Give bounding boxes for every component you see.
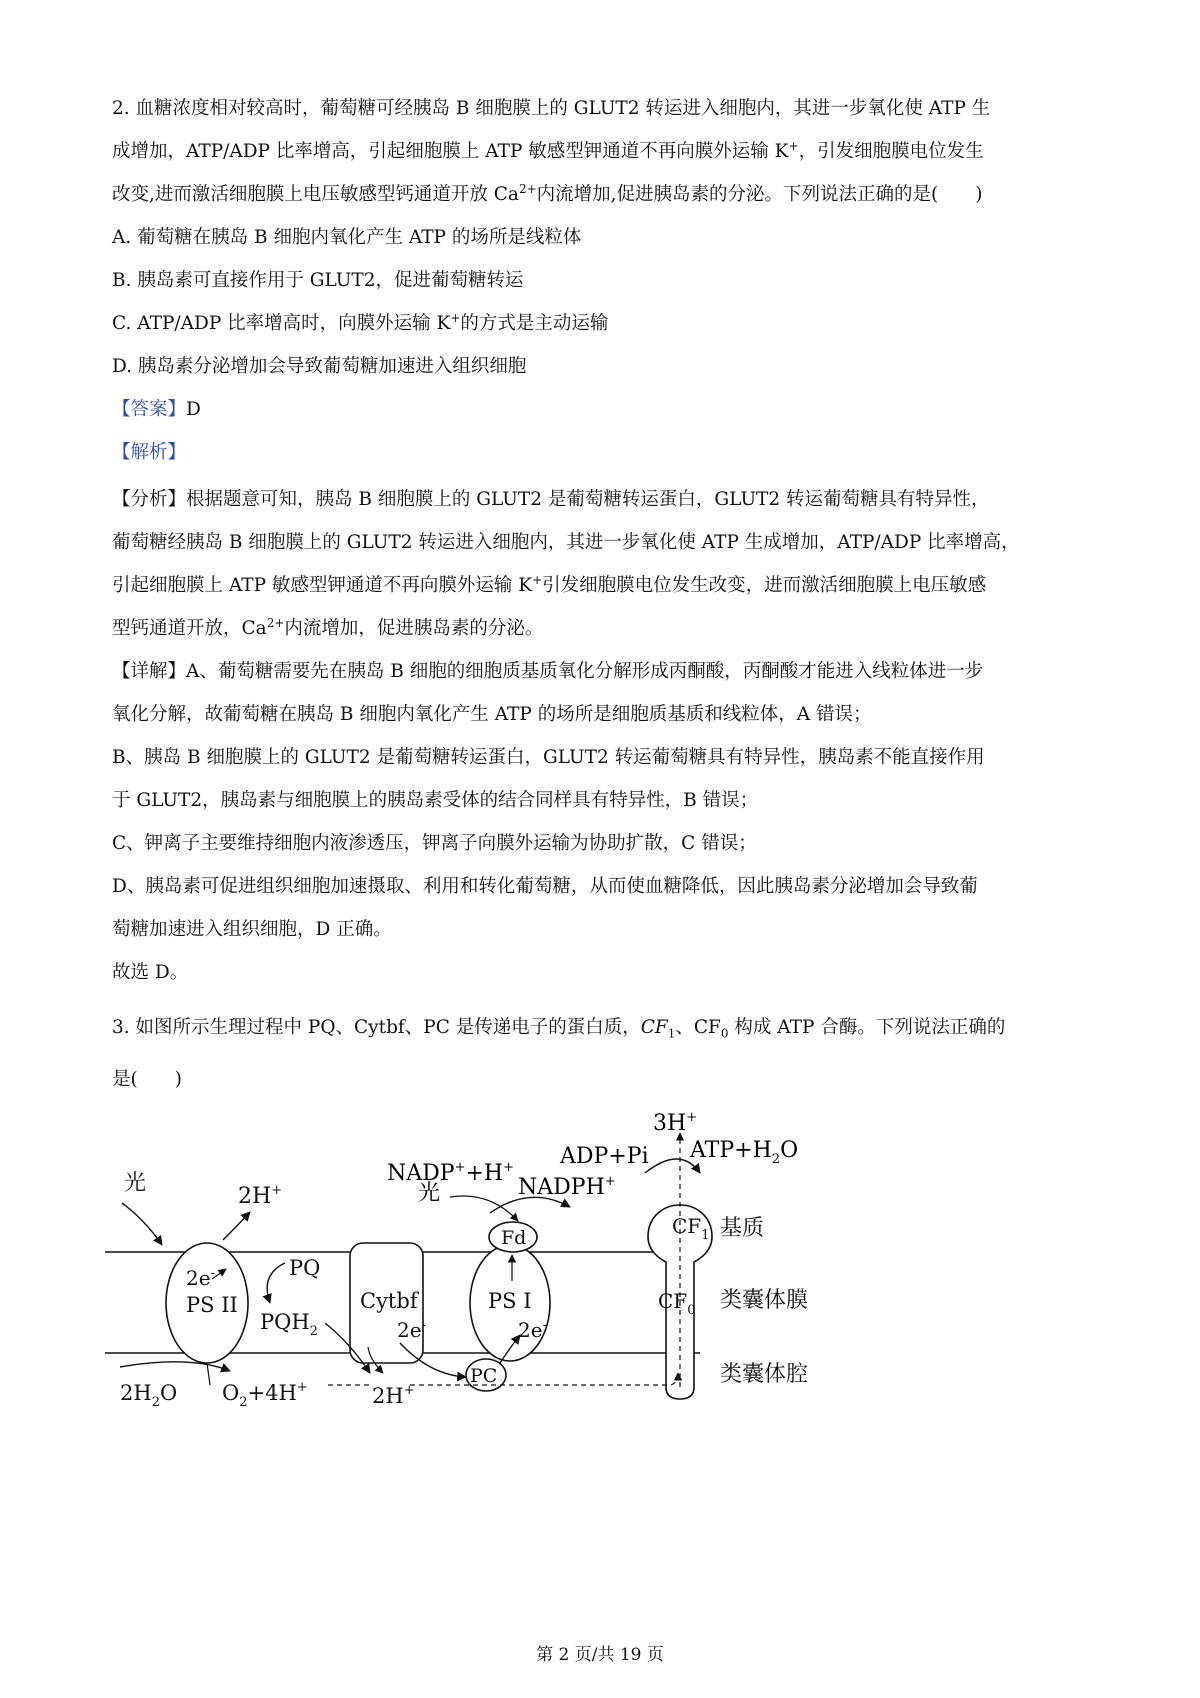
psi-label: PS I [488,1289,532,1313]
q2-option-b: B. 胰岛素可直接作用于 GLUT2，促进葡萄糖转运 [112,270,524,291]
q2-stem-line-1: 2. 血糖浓度相对较高时，葡萄糖可经胰岛 B 细胞膜上的 GLUT2 转运进入细胞内，其进一步氧化使 ATP 生 [112,98,991,119]
pq-reduction-arrow [267,1263,285,1303]
light-arrow-psii [122,1203,162,1245]
psii-label: PS II [186,1293,238,1317]
cytbf-e-label: 2e- [397,1318,426,1342]
q2-xiangjie-line-3: B、胰岛 B 细胞膜上的 GLUT2 是葡萄糖转运蛋白，GLUT2 转运葡萄糖具有特异性，胰岛素不能直接作用 [112,747,985,768]
fd-label: Fd [501,1227,527,1249]
adp-label: ADP+Pi [560,1144,649,1169]
q2-xiangjie-line-5: C、钾离子主要维持细胞内液渗透压，钾离子向膜外运输为协助扩散，C 错误； [112,833,757,854]
answer-tag: 【答案】 [112,399,187,420]
h2o-label: $2H_2O$ [120,1381,178,1410]
diagram-top-labels [100,1100,980,1206]
nadp-label: NADP++H+ [387,1160,515,1186]
pc-label: PC [470,1365,498,1387]
h-bottom-label: 2H+ [372,1383,415,1408]
q2-xiangjie-line-7: 萄糖加速进入组织细胞，D 正确。 [112,919,392,940]
xiangjie-tag: 【详解】 [112,661,187,682]
answer-value: D [186,399,201,420]
q2-stem-line-3: 改变,进而激活细胞膜上电压敏感型钙通道开放 $Ca^{2+}$内流增加,促进胰岛素的分泌。下列说法正确的是( ) [112,181,983,205]
q2-xiangjie-line-6: D、胰岛素可促进组织细胞加速摄取、利用和转化葡萄糖，从而使血糖降低，因此胰岛素分泌增加会导致葡 [112,876,978,897]
q2-xiangjie-line-8: 故选 D。 [112,962,189,983]
water-link [207,1363,210,1385]
cf0-label: $CF_0$ [658,1289,696,1318]
q2-stem-line-2: 成增加，ATP/ADP 比率增高，引起细胞膜上 ATP 敏感型钾通道不再向膜外运输 K+，引发细胞膜电位发生 [112,138,984,162]
q2-analysis-heading [112,440,1102,466]
psii-e-label: 2e- [186,1266,215,1290]
fenxi-tag: 【分析】 [112,489,187,510]
cf1-label: $CF_1$ [672,1214,710,1243]
stroma-label: 基质 [720,1216,765,1241]
h-top-label: 2H+ [238,1183,283,1209]
h-arrow-psii [223,1212,250,1240]
q2-option-d: D. 胰岛素分泌增加会导致葡萄糖加速进入组织细胞 [112,356,527,377]
h3-label: 3H+ [653,1110,698,1136]
q3-stem-line-1: 3. 如图所示生理过程中 PQ、Cytbf、PC 是传递电子的蛋白质，$CF_1$、$CF_0$ 构成 ATP 合酶。下列说法正确的 [112,1017,1006,1041]
q2-xiangjie-line-4: 于 GLUT2，胰岛素与细胞膜上的胰岛素受体的结合同样具有特异性，B 错误； [112,790,759,811]
o2-label: $O_2+4H^+$ [222,1380,308,1410]
pqh2-label: $PQH_2$ [260,1310,318,1339]
q2-option-a: A. 葡萄糖在胰岛 B 细胞内氧化产生 ATP 的场所是线粒体 [112,227,582,248]
q3-stem-line-2: 是( ) [112,1069,182,1090]
atp-label: $ATP+H_2O$ [690,1138,799,1167]
q2-fenxi-line-1: 【分析】根据题意可知，胰岛 B 细胞膜上的 GLUT2 是葡萄糖转运蛋白，GLUT2 转运葡萄糖具有特异性， [112,489,990,510]
q2-xiangjie-line-2: 氧化分解，故葡萄糖在胰岛 B 细胞内氧化产生 ATP 的场所是细胞质基质和线粒体，A 错误； [112,704,872,725]
q2-fenxi-line-3: 引起细胞膜上 ATP 敏感型钾通道不再向膜外运输 K+引发细胞膜电位发生改变，进而激活细胞膜上电压敏感 [112,572,987,596]
q2-fenxi-line-4: 型钙通道开放，$Ca^{2+}$内流增加，促进胰岛素的分泌。 [112,615,544,639]
page-footer: 第 2 页/共 19 页 [536,1645,664,1665]
psi-e-label: 2e- [518,1318,547,1342]
cytbf-label: Cytbf [360,1289,418,1313]
q2-option-c: C. ATP/ADP 比率增高时，向膜外运输 K+的方式是主动运输 [112,310,609,334]
analysis-tag: 【解析】 [112,442,187,463]
water-split-arrow [120,1362,230,1371]
q2-answer [112,397,1102,423]
nadph-label: NADPH+ [518,1174,616,1200]
membrane-label: 类囊体膜 [720,1288,809,1313]
lumen-label: 类囊体腔 [720,1362,809,1387]
q2-fenxi-line-2: 葡萄糖经胰岛 B 细胞膜上的 GLUT2 转运进入细胞内，其进一步氧化使 ATP 生成增加，ATP/ADP 比率增高， [112,532,1020,553]
light-label-1: 光 [124,1171,147,1196]
pq-label: PQ [289,1256,321,1280]
q2-xiangjie-line-1: 【详解】A、葡萄糖需要先在胰岛 B 细胞的细胞质基质氧化分解形成丙酮酸，丙酮酸才能进入线粒体进一步 [112,661,984,682]
light-label-2: 光 [418,1181,441,1206]
